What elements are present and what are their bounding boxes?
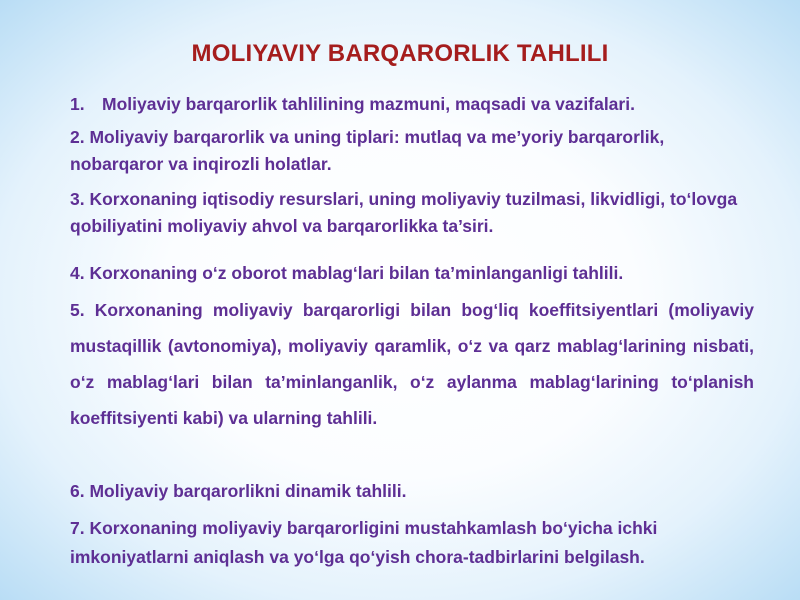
list-item-3: 3. Korxonaning iqtisodiy resurslari, uning moliyaviy tuzilmasi, likvidligi, to‘lovga qobiliyatini moliyaviy ahvol va barqarorlikka ta’siri.	[70, 189, 738, 236]
list-item-5: 5. Korxonaning moliyaviy barqarorligi bilan bog‘liq koeffitsiyentlari (moliyaviy mustaqillik (avtonomiya), moliyaviy qaramlik, o‘z va qarz mablag‘larining nisbati, o‘z mablag‘lari bilan ta’minlanganlik, o‘z aylanma mablag‘larining to‘planish koeffitsiyenti kabi) va ularning tahlili.	[70, 300, 754, 428]
slide-title: MOLIYAVIY BARQARORLIK TAHLILI	[191, 40, 609, 67]
list-item-1	[70, 93, 754, 115]
list-item-6: 6. Moliyaviy barqarorlikni dinamik tahlili.	[70, 481, 407, 501]
list-item-4: 4. Korxonaning o‘z oborot mablag‘lari bilan ta’minlanganligi tahlili.	[70, 263, 624, 283]
list-item-2: 2. Moliyaviy barqarorlik va uning tiplari: mutlaq va me’yoriy barqarorlik, nobarqaror va inqirozli holatlar.	[70, 127, 665, 174]
list-item-number: 1.	[70, 94, 85, 114]
list-item-text: Moliyaviy barqarorlik tahlilining mazmuni, maqsadi va vazifalari.	[102, 94, 635, 114]
list-item-7: 7. Korxonaning moliyaviy barqarorligini mustahkamlash bo‘yicha ichki imkoniyatlarni aniqlash va yo‘lga qo‘yish chora-tadbirlarini belgilash.	[70, 518, 658, 567]
